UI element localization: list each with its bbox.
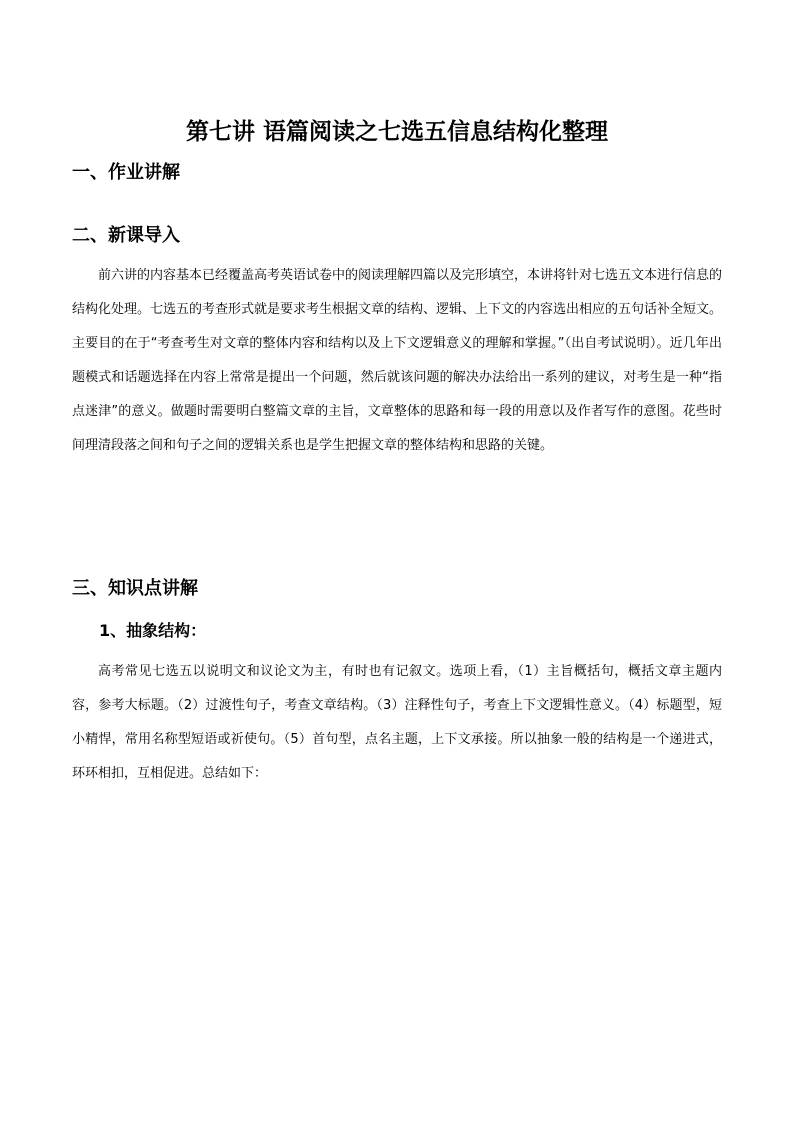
document-title: 第七讲 语篇阅读之七选五信息结构化整理: [185, 119, 608, 145]
abstract-structure-paragraph: 高考常见七选五以说明文和议论文为主，有时也有记叙文。选项上看，（1）主旨概括句，概括文章主题内容，参考大标题。（2）过渡性句子，考查文章结构。（3）注释性句子，考查上下文逻辑性意义。（4）标题型，短小精悍，常用名称型短语或祈使句。（5）首句型，点名主题，上下文承接。所以抽象一般的结构是一个递进式，环环相扣，互相促进。总结如下：: [72, 664, 722, 781]
subsection-heading-abstract-structure: 1、抽象结构：: [99, 621, 207, 640]
section-heading-knowledge: 三、知识点讲解: [72, 578, 198, 599]
section-heading-new-lesson: 二、新课导入: [72, 225, 180, 246]
section-heading-homework: 一、作业讲解: [72, 162, 180, 183]
new-lesson-paragraph: 前六讲的内容基本已经覆盖高考英语试卷中的阅读理解四篇以及完形填空，本讲将针对七选五文本进行信息的结构化处理。七选五的考查形式就是要求考生根据文章的结构、逻辑、上下文的内容选出相应的五句话补全短文。主要目的在于“考查考生对文章的整体内容和结构以及上下文逻辑意义的理解和掌握。”（出自考试说明）。近几年出题模式和话题选择在内容上常常是提出一个问题，然后就该问题的解决办法给出一系列的建议，对考生是一种“指点迷津”的意义。做题时需要明白整篇文章的主旨，文章整体的思路和每一段的用意以及作者写作的意图。花些时间理清段落之间和句子之间的逻辑关系也是学生把握文章的整体结构和思路的关键。: [72, 268, 723, 453]
